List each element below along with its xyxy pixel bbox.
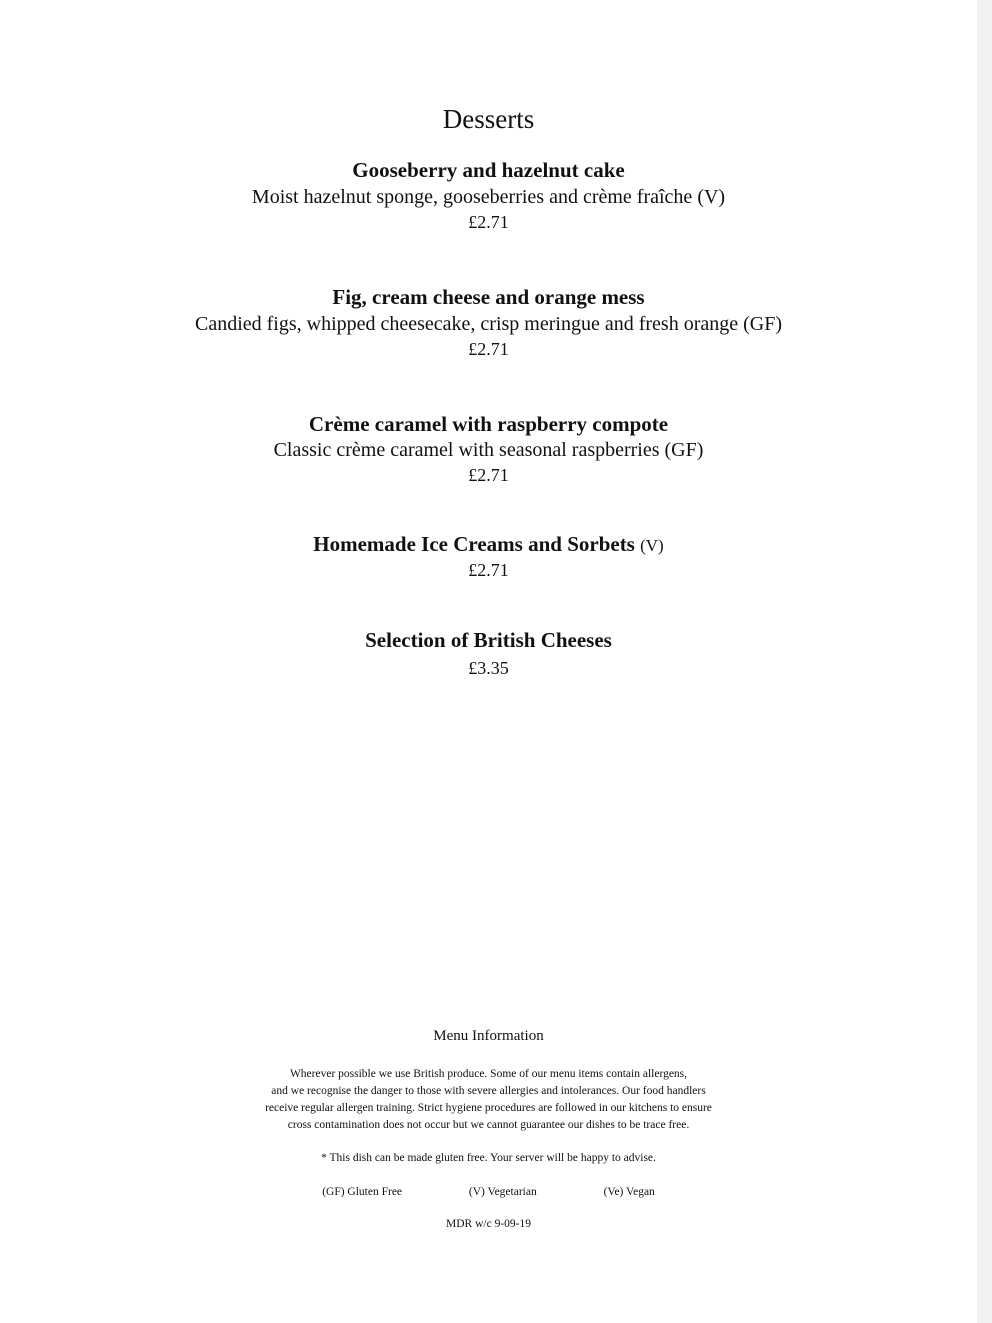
menu-code: MDR w/c 9-09-19 — [446, 1218, 531, 1230]
dish-price: £2.71 — [468, 465, 509, 485]
gluten-free-note: * This dish can be made gluten free. Your server will be happy to advise. — [321, 1152, 656, 1164]
diet-legend — [0, 1184, 977, 1201]
dish-name-row — [0, 531, 977, 559]
info-heading: Menu Information — [433, 1028, 544, 1044]
dish-description: Moist hazelnut sponge, gooseberries and crème fraîche (V) — [251, 186, 726, 208]
legend-vegan: (Ve) Vegan — [603, 1186, 655, 1198]
dish-price: £3.35 — [468, 658, 509, 678]
legend-vegetarian: (V) Vegetarian — [468, 1186, 537, 1198]
info-body — [0, 1066, 977, 1134]
dish-price: £2.71 — [468, 339, 509, 359]
legend-gluten-free: (GF) Gluten Free — [322, 1186, 403, 1198]
dish-name: Selection of British Cheeses — [365, 628, 612, 652]
dish-name: Homemade Ice Creams and Sorbets — [313, 532, 635, 556]
dish-price: £2.71 — [468, 560, 509, 580]
info-line: and we recognise the danger to those with severe allergies and intolerances. Our food handlers — [271, 1085, 706, 1097]
dish-name: Gooseberry and hazelnut cake — [352, 158, 625, 182]
dish-price: £2.71 — [468, 212, 509, 232]
scrollbar-track[interactable] — [977, 0, 992, 1323]
info-line: Wherever possible we use British produce. Some of our menu items contain allergens, — [289, 1068, 688, 1080]
info-line: receive regular allergen training. Strict hygiene procedures are followed in our kitchens to ensure — [265, 1102, 712, 1114]
menu-title: Desserts — [442, 104, 535, 134]
dish-description: Classic crème caramel with seasonal raspberries (GF) — [273, 439, 704, 461]
dish-description: Candied figs, whipped cheesecake, crisp meringue and fresh orange (GF) — [194, 313, 782, 335]
dish-name: Fig, cream cheese and orange mess — [332, 285, 645, 309]
dish-name: Crème caramel with raspberry compote — [308, 412, 669, 436]
info-line: cross contamination does not occur but we cannot guarantee our dishes to be trace free. — [287, 1119, 690, 1131]
dish-diet-tag: (V) — [640, 536, 664, 555]
